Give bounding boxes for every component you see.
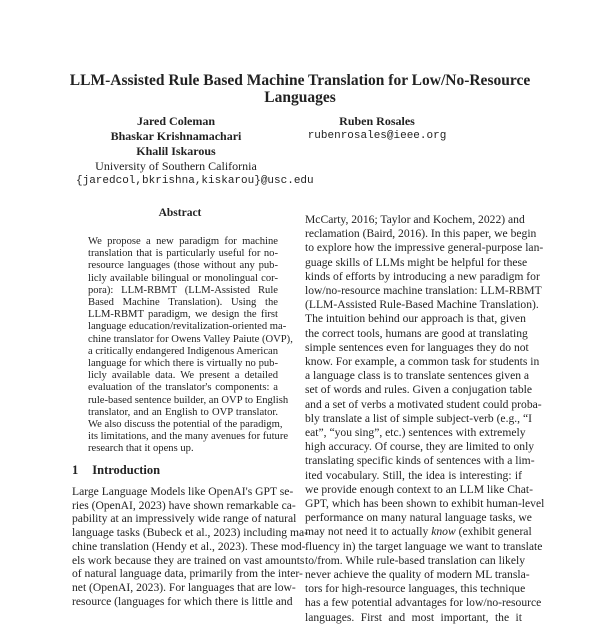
intro-right-column [305,213,545,625]
author-block-rosales [297,114,457,144]
text-line: licly available data. We present a detailed [88,370,278,382]
text-line: high accuracy. Of course, they are limited to only [305,440,535,454]
text-line: simple sentences even for languages they do not [305,340,529,354]
text-line: ited vocabulary. Still, the idea is interesting: if [305,468,522,482]
text-line: low/no-resource machine translation: LLM-RBMT [305,284,542,298]
paper-title-line-1: LLM-Assisted Rule Based Machine Translation for Low/No-Resource [69,72,531,89]
text-line: research that it opens up. [88,443,194,455]
text-line: has a few potential advantages for low/no-resource [305,596,542,610]
section-number: 1 [72,463,79,477]
text-line: kinds of efforts by introducing a new paradigm for [305,269,540,283]
text-line: translation that is particularly useful for no- [88,248,278,260]
author-name: Jared Coleman [136,114,216,128]
text-line: els work because they are trained on vast amounts [72,553,305,567]
author-email: {jaredcol,bkrishna,kiskarou}@usc.edu [76,175,314,187]
text-line: its limitations, and the many avenues for future [88,431,289,443]
intro-left-column [72,485,308,608]
text-line: may not need it to actually know (exhibit general [305,525,532,539]
text-line: Large Language Models like OpenAI's GPT se- [72,485,294,498]
text-line: net (OpenAI, 2023). For languages that are low- [72,580,296,594]
author-name: Khalil Iskarous [136,144,216,158]
text-line: We propose a new paradigm for machine [88,236,278,247]
emphasis: know [431,525,456,539]
text-line: pora): LLM-RBMT (LLM-Assisted Rule [88,284,278,296]
text-line: ries (OpenAI, 2023) have shown remarkable ca- [72,498,296,512]
text-line: of natural language data, primarily from the inter- [72,567,303,581]
text-line: and a set of verbs a motivated student could proba- [305,397,542,411]
text-line: fluency in) the target language we want to translate [305,539,543,553]
text-line: performance on many natural language tasks, we [305,511,532,525]
text-line: to/from. While rule-based translation can likely [305,553,525,567]
text-line: guage skills of LLMs might be helpful for these [305,255,528,269]
text-line: resource (languages for which there is little and [72,594,293,608]
text-line: Based Machine Translation). Using the [88,297,278,309]
text-line: translator, and an English to OVP translator. [88,406,278,418]
text-line: a critically endangered Indigenous American [88,345,279,357]
text-line: evaluation of the translator's components: a [88,382,278,394]
text-line: LLM-RBMT paradigm, we design the first [88,309,278,321]
text-line: chine translator for Owens Valley Paiute (OVP), [88,333,293,345]
text-line: know. For example, a common task for students in [305,355,540,369]
author-block-usc [76,114,314,189]
text-line: bly translate a list of simple subject-verb (e.g., “I [305,411,532,425]
text-line: language education/revitalization-oriented ma- [88,321,287,333]
paper-title-line-2: Languages [264,89,336,106]
text-line: language tasks (Bubeck et al., 2023) including ma- [72,526,308,540]
text-line: eat”, “you sing”, etc.) sentences with extremely [305,426,526,440]
text-line: We also discuss the potential of the paradigm, [88,419,283,431]
text-line: pability at an impressively wide range of natural [72,512,297,526]
text-line: reclamation (Baird, 2016). In this paper, we begin [305,227,537,241]
text-line: we provide enough context to an LLM like Chat- [305,482,533,496]
author-name: Ruben Rosales [339,114,415,128]
text-line: set of words and rules. Given a conjugation table [305,383,532,397]
text-line: language for which there is virtually no pub- [88,358,278,370]
abstract-heading: Abstract [158,207,202,219]
text-line: rule-based sentence builder, an OVP to English [88,394,289,406]
text-line: licly available bilingual or monolingual cor- [88,272,278,284]
author-affiliation: University of Southern California [95,159,257,173]
text-line: to explore how the impressive general-purpose lan- [305,241,544,255]
text-line: The intuition behind our approach is that, given [305,312,526,326]
text-line: never achieve the quality of modern ML transla- [305,568,530,582]
author-name: Bhaskar Krishnamachari [110,129,242,143]
section-heading-introduction [72,463,160,478]
author-email: rubenrosales@ieee.org [307,130,447,142]
abstract-text [88,236,293,456]
text-line: GPT, which has been shown to exhibit human-level [305,497,545,511]
section-title: Introduction [92,463,161,477]
text-line: a language class is to translate sentences given a [305,369,530,383]
text-line: McCarty, 2016; Taylor and Kochem, 2022) and [305,213,525,226]
text-line: tors for high-resource languages, this technique [305,582,526,596]
text-line: resource languages (those without any pub- [88,260,278,272]
text-line: (LLM-Assisted Rule-Based Machine Translation). [305,298,539,312]
text-line: translating specific kinds of sentences with a lim- [305,454,535,468]
text-line: languages. First and most important, the it [305,610,522,624]
text-line: the correct tools, humans are good at translating [305,326,528,340]
text-line: chine translation (Hendy et al., 2023). These mod- [72,539,306,553]
